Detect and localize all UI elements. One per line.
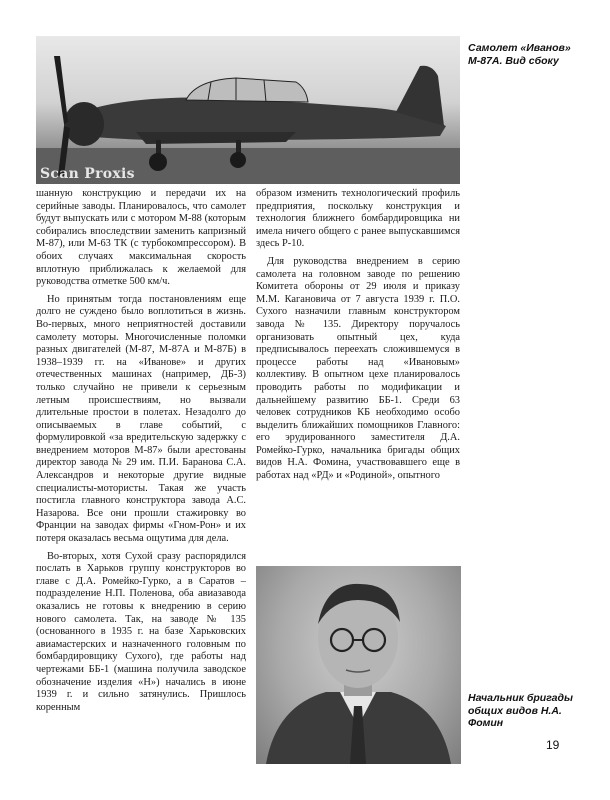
photo-caption-bottom: Начальник бригады общих видов Н.А. Фомин [468,692,573,729]
paragraph: Для руководства внедрением в серию самолета на головном заводе по решению Комитета обороны от 29 июля и приказу М.М. Кагановича от 7 августа 1939 г. П.О. Сухого назначили главным конструктором завода № 135. Директору поручалось организовать опытный цех, куда предписывалось переехать сложившемуся в процессе работы над «Ивановым» коллективу. В опытном цехе планировалось проводить работы по модификации и дальнейшему развитию ББ-1. Среди 63 человек сотрудников КБ необходимо особо выделить ближайших помощников Главного: его эрудированного заместителя Д.А. Ромейко-Гурко, начальника бригады общих видов Н.А. Фомина, участвовавшего еще в работах над «РД» и «Родиной», опытного [256,255,460,482]
watermark-text: Scan Proxis [40,166,135,182]
portrait-illustration [256,566,461,764]
photo-caption-top: Самолет «Иванов» М-87А. Вид сбоку [468,42,571,67]
paragraph: шанную конструкцию и передачи их на серийные заводы. Планировалось, что самолет будут выпускать или с мотором М-88 (которым собирались впоследствии заменить капризный М-87), или М-63 ТК (с турбокомпрессором). В обоих случаях максимальная скорость вплотную приближалась к желаемой для руководства отметке 500 км/ч. [36,188,246,288]
aircraft-illustration [36,36,460,184]
portrait-photo [256,566,461,764]
right-text-column [256,188,460,488]
aircraft-photo [36,36,460,184]
paragraph: Во-вторых, хотя Сухой сразу распорядился послать в Харьков группу конструкторов во главе с Д.А. Ромейко-Гурко, а в Саратов – подразделение Н.П. Поленова, оба авиазавода оказались не готовы к внедрению в серию нового самолета. Так, на заводе № 135 (основанного в 1935 г. на базе Харьковских авиамастерских и назначенного головным по бомбардировщику Сухого), где работы над чертежами ББ-1 (машина получила заводское обозначение изделия «Н») начались в июне 1939 г. и сильно затянулись. Пришлось коренным [36,550,246,713]
left-text-column [36,188,246,719]
paragraph: образом изменить технологический профиль предприятия, поскольку конструкция и технология ближнего бомбардировщика ни имела ничего общего с ранее выпускавшимся здесь Р-10. [256,188,460,250]
page-number: 19 [546,738,560,752]
paragraph: Но принятым тогда постановлениям еще долго не суждено было воплотиться в жизнь. Во-первых, много неприятностей доставили самолету моторы. Многочисленные поломки разных двигателей (М-87, М-87А и М-87Б) в 1938–1939 гг. на «Иванове» и других отечественных машинах (например, ДБ-3) только случайно не привели к серьезным летным происшествиям, но вызвали длительные простои в полетах. Незадолго до описываемых в главе событий, с формулировкой «за вредительскую задержку с внедрением моторов М-87» были арестованы директор завода № 29 им. П.И. Баранова С.А. Александров и некоторые другие видные специалисты-мотористы. Такая же участь постигла главного конструктора завода А.С. Назарова. Все они прошли стажировку во Франции на заводах фирмы «Гном-Рон» и их потеря оказалась весьма ощутима для дела. [36,293,246,545]
